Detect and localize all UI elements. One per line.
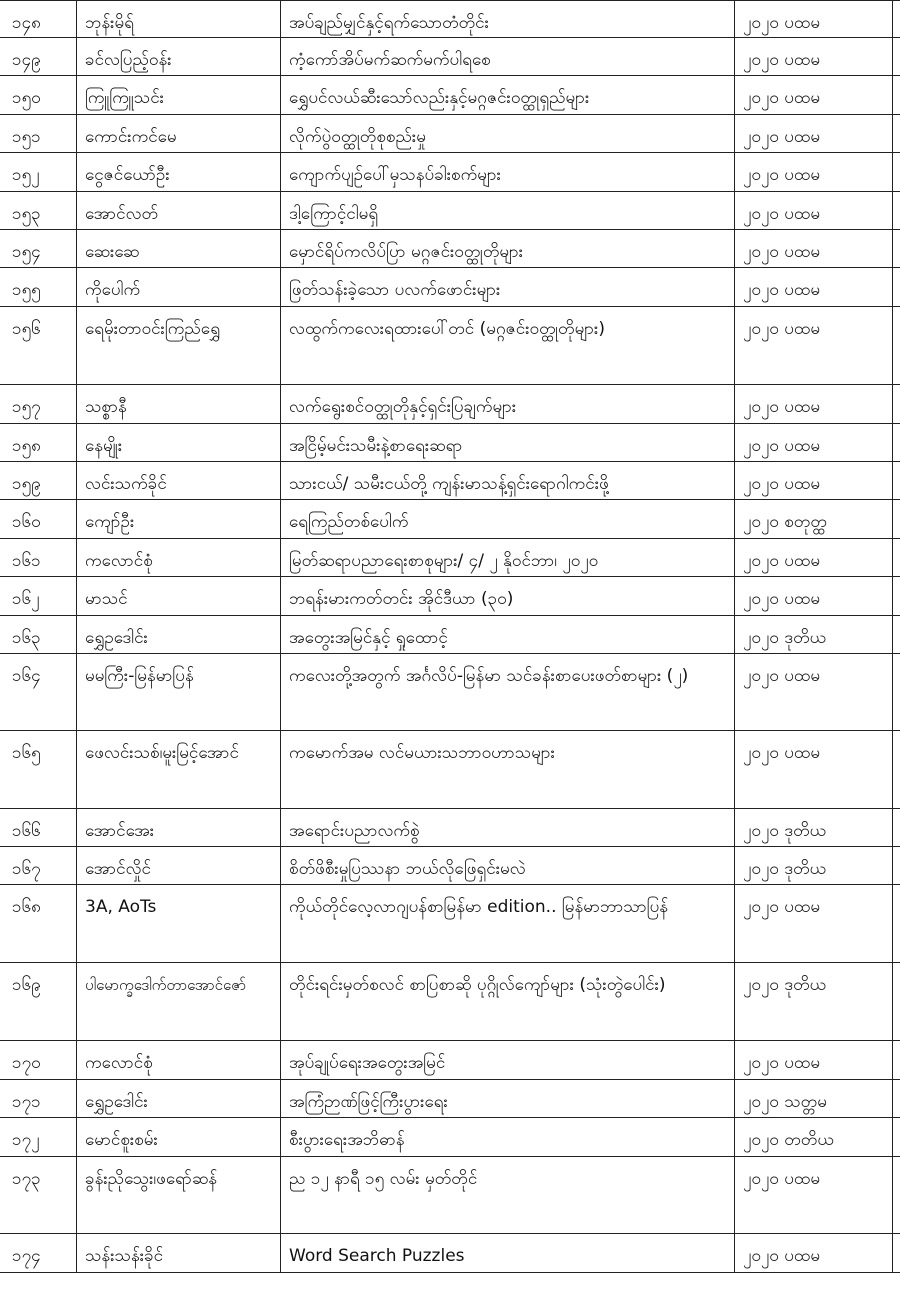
table-row bbox=[0, 809, 900, 847]
trailing-column-cell bbox=[892, 76, 900, 114]
trailing-column-cell bbox=[892, 654, 900, 730]
title-cell: ကမောက်အမ လင်မယားသဘာဝဟာသများ bbox=[280, 731, 734, 808]
row-number: ၁၇၂ bbox=[12, 1130, 40, 1150]
edition-cell: ၂၀၂၀ ပထမ bbox=[734, 268, 892, 306]
author-cell: နေမျိုး bbox=[76, 424, 280, 461]
edition-cell: ၂၀၂၀ ပထမ bbox=[734, 424, 892, 461]
title-cell: အပ်ချည်မျှင်နှင့်ရက်သောတံတိုင်း bbox=[280, 1, 734, 37]
trailing-column-cell bbox=[892, 1, 900, 37]
row-number: ၁၆၇ bbox=[12, 859, 41, 879]
trailing-column-cell bbox=[892, 616, 900, 653]
table-row bbox=[0, 385, 900, 424]
trailing-column-cell bbox=[892, 539, 900, 576]
author-cell: သန်းသန်းခိုင် bbox=[76, 1234, 280, 1272]
edition-cell: ၂၀၂၀ ပထမ bbox=[734, 885, 892, 962]
trailing-column-cell bbox=[892, 268, 900, 306]
edition-cell: ၂၀၂၀ ပထမ bbox=[734, 307, 892, 384]
author-cell: သစ္စာနီ bbox=[76, 385, 280, 423]
edition-cell: ၂၀၂၀ ဒုတိယ bbox=[734, 847, 892, 884]
trailing-column-cell bbox=[892, 153, 900, 191]
title-cell: လိုက်ပွဲဝတ္ထုတိုစုစည်းမှု bbox=[280, 115, 734, 152]
table-row bbox=[0, 885, 900, 963]
author-cell: လင်းသက်ခိုင် bbox=[76, 462, 280, 499]
row-number: ၁၅၁ bbox=[12, 127, 41, 147]
title-cell: အရောင်းပညာလက်စွဲ bbox=[280, 809, 734, 846]
author-cell: မမကြီး-မြန်မာပြန် bbox=[76, 654, 280, 730]
table-row bbox=[0, 847, 900, 885]
author-cell: အောင်လတ် bbox=[76, 192, 280, 229]
edition-cell: ၂၀၂၀ ပထမ bbox=[734, 1041, 892, 1079]
row-number: ၁၅၃ bbox=[12, 204, 41, 224]
edition-cell: ၂၀၂၀ ပထမ bbox=[734, 38, 892, 75]
row-number: ၁၇၃ bbox=[12, 1169, 41, 1189]
author-cell: အောင်အေး bbox=[76, 809, 280, 846]
table-row bbox=[0, 539, 900, 577]
title-cell: ကျောက်ပျဉ်ပေါ်မှသနပ်ခါးစက်များ bbox=[280, 153, 734, 191]
title-cell: ကလေးတို့အတွက် အင်္ဂလိပ်-မြန်မာ သင်ခန်းစာပေးဖတ်စာများ (၂) bbox=[280, 654, 734, 730]
row-number: ၁၆၄ bbox=[12, 666, 41, 686]
trailing-column-cell bbox=[892, 1041, 900, 1079]
trailing-column-cell bbox=[892, 1157, 900, 1233]
title-cell: ဒါ့ကြောင့်ငါမရှိ bbox=[280, 192, 734, 229]
trailing-column-cell bbox=[892, 577, 900, 615]
row-number: ၁၅၉ bbox=[12, 474, 41, 494]
edition-cell: ၂၀၂၀ ပထမ bbox=[734, 462, 892, 499]
edition-cell: ၂၀၂၀ ဒုတိယ bbox=[734, 809, 892, 846]
table-row bbox=[0, 963, 900, 1041]
title-cell: သားငယ်/ သမီးငယ်တို့ ကျန်းမာသန့်ရှင်းရောဂါကင်းဖို့ bbox=[280, 462, 734, 499]
trailing-column-cell bbox=[892, 1080, 900, 1117]
author-cell: ပါမောက္ခဒေါက်တာအောင်ဇော် bbox=[76, 963, 280, 1040]
table-row bbox=[0, 1080, 900, 1118]
trailing-column-cell bbox=[892, 885, 900, 962]
title-cell: အတွေးအမြင်နှင့် ရှုထောင့် bbox=[280, 616, 734, 653]
table-row bbox=[0, 500, 900, 539]
table-row bbox=[0, 1118, 900, 1157]
title-cell: လက်ရွေးစင်ဝတ္ထုတိုနှင့်ရှင်းပြချက်များ bbox=[280, 385, 734, 423]
edition-cell: ၂၀၂၀ စတုတ္ထ bbox=[734, 500, 892, 538]
author-cell: ကိုပေါက် bbox=[76, 268, 280, 306]
edition-cell: ၂၀၂၀ ပထမ bbox=[734, 192, 892, 229]
title-cell: အငြိမ့်မင်းသမီးနဲ့စာရေးဆရာ bbox=[280, 424, 734, 461]
title-cell: ရေကြည်တစ်ပေါက် bbox=[280, 500, 734, 538]
author-cell: ကလောင်စုံ bbox=[76, 1041, 280, 1079]
trailing-column-cell bbox=[892, 963, 900, 1040]
table-row bbox=[0, 0, 900, 38]
edition-cell: ၂၀၂၀ ပထမ bbox=[734, 1, 892, 37]
trailing-column-cell bbox=[892, 1234, 900, 1272]
edition-cell: ၂၀၂၀ ပထမ bbox=[734, 115, 892, 152]
edition-cell: ၂၀၂၀ ပထမ bbox=[734, 1234, 892, 1272]
author-cell: ခင်လပြည့်ဝန်း bbox=[76, 38, 280, 75]
table-row bbox=[0, 268, 900, 307]
author-cell: ဆေးဆေ bbox=[76, 230, 280, 267]
row-number: ၁၆၂ bbox=[12, 589, 40, 609]
edition-cell: ၂၀၂၀ ပထမ bbox=[734, 76, 892, 114]
row-number: ၁၅၈ bbox=[12, 436, 41, 456]
row-number: ၁၆၃ bbox=[12, 628, 41, 648]
row-number: ၁၄၉ bbox=[12, 50, 41, 70]
edition-cell: ၂၀၂၀ ပထမ bbox=[734, 539, 892, 576]
title-cell: တိုင်းရင်းမှတ်စလင် စာပြစာဆို ပုဂ္ဂိုလ်ကျော်များ (သုံးတွဲပေါင်း) bbox=[280, 963, 734, 1040]
title-cell: စီးပွားရေးအဘိဓာန် bbox=[280, 1118, 734, 1156]
trailing-column-cell bbox=[892, 462, 900, 499]
table-row bbox=[0, 76, 900, 115]
author-cell: ကျော်ဦး bbox=[76, 500, 280, 538]
row-number: ၁၆၈ bbox=[12, 897, 41, 917]
edition-cell: ၂၀၂၀ ပထမ bbox=[734, 654, 892, 730]
trailing-column-cell bbox=[892, 809, 900, 846]
edition-cell: ၂၀၂၀ ပထမ bbox=[734, 385, 892, 423]
table-row bbox=[0, 731, 900, 809]
trailing-column-cell bbox=[892, 307, 900, 384]
author-cell: မောင်စူးစမ်း bbox=[76, 1118, 280, 1156]
author-cell: ကြူကြူသင်း bbox=[76, 76, 280, 114]
author-cell: ရွှေဥဒေါင်း bbox=[76, 616, 280, 653]
row-number: ၁၆၅ bbox=[12, 743, 41, 763]
title-cell: ဖြတ်သန်းခဲ့သော ပလက်ဖောင်းများ bbox=[280, 268, 734, 306]
edition-cell: ၂၀၂၀ ဒုတိယ bbox=[734, 963, 892, 1040]
author-cell: 3A, AoTs bbox=[76, 885, 280, 962]
edition-cell: ၂၀၂၀ ဒုတိယ bbox=[734, 616, 892, 653]
author-cell: ကောင်းကင်မေ bbox=[76, 115, 280, 152]
author-cell: မာသင် bbox=[76, 577, 280, 615]
table-row bbox=[0, 192, 900, 230]
title-cell: အကြံဉာဏ်ဖြင့်ကြီးပွားရေး bbox=[280, 1080, 734, 1117]
row-number: ၁၅၅ bbox=[12, 280, 41, 300]
row-number: ၁၅၀ bbox=[12, 88, 41, 108]
table-row bbox=[0, 462, 900, 500]
author-cell: ကလောင်စုံ bbox=[76, 539, 280, 576]
row-number: ၁၆၉ bbox=[12, 975, 41, 995]
title-cell: လထွက်ကလေးရထားပေါ်တင် (မဂ္ဂဇင်းဝတ္ထုတိုများ) bbox=[280, 307, 734, 384]
row-number: ၁၅၂ bbox=[12, 165, 40, 185]
trailing-column-cell bbox=[892, 38, 900, 75]
edition-cell: ၂၀၂၀ တတိယ bbox=[734, 1118, 892, 1156]
author-cell: ခွန်းညိုသွေး၊ဖရော်ဆန် bbox=[76, 1157, 280, 1233]
author-cell: ဘုန်းမိုရ် bbox=[76, 1, 280, 37]
trailing-column-cell bbox=[892, 385, 900, 423]
row-number: ၁၅၄ bbox=[12, 242, 41, 262]
row-number: ၁၆၁ bbox=[12, 551, 41, 571]
author-cell: ရွှေဥဒေါင်း bbox=[76, 1080, 280, 1117]
trailing-column-cell bbox=[892, 847, 900, 884]
trailing-column-cell bbox=[892, 731, 900, 808]
row-number: ၁၆၀ bbox=[12, 512, 41, 532]
title-cell: Word Search Puzzles bbox=[280, 1234, 734, 1272]
title-cell: စိတ်ဖိစီးမှုပြဿနာ ဘယ်လိုဖြေရှင်းမလဲ bbox=[280, 847, 734, 884]
table-row bbox=[0, 230, 900, 268]
edition-cell: ၂၀၂၀ ပထမ bbox=[734, 1157, 892, 1233]
trailing-column-cell bbox=[892, 192, 900, 229]
trailing-column-cell bbox=[892, 115, 900, 152]
edition-cell: ၂၀၂၀ ပထမ bbox=[734, 230, 892, 267]
table-row bbox=[0, 424, 900, 462]
title-cell: မှောင်ရိပ်ကလိပ်ပြာ မဂ္ဂဇင်းဝတ္ထုတိုများ bbox=[280, 230, 734, 267]
table-row bbox=[0, 616, 900, 654]
edition-cell: ၂၀၂၀ ပထမ bbox=[734, 153, 892, 191]
title-cell: ကံ့ကော်အိပ်မက်ဆက်မက်ပါရစေ bbox=[280, 38, 734, 75]
author-cell: ဖေလင်းသစ်၊မူးမြင့်အောင် bbox=[76, 731, 280, 808]
title-cell: ည ၁၂ နာရီ ၁၅ လမ်း မှတ်တိုင် bbox=[280, 1157, 734, 1233]
table-row bbox=[0, 38, 900, 76]
trailing-column-cell bbox=[892, 424, 900, 461]
table-row bbox=[0, 577, 900, 616]
row-number: ၁၇၁ bbox=[12, 1092, 41, 1112]
table-row bbox=[0, 307, 900, 385]
table-row bbox=[0, 1041, 900, 1080]
title-cell: ကိုယ်တိုင်လေ့လာဂျပန်စာမြန်မာ edition.. မြန်မာဘာသာပြန် bbox=[280, 885, 734, 962]
row-number: ၁၆၆ bbox=[12, 821, 41, 841]
table-row bbox=[0, 115, 900, 153]
author-cell: ရေမိုးတာဝင်းကြည်ရွှေ bbox=[76, 307, 280, 384]
row-number: ၁၅၆ bbox=[12, 319, 41, 339]
edition-cell: ၂၀၂၀ ပထမ bbox=[734, 731, 892, 808]
title-cell: မြတ်ဆရာပညာရေးစာစုများ/ ၄/ ၂ နိုဝင်ဘာ၊ ၂၀၂၀ bbox=[280, 539, 734, 576]
table-row bbox=[0, 1157, 900, 1234]
title-cell: ရွှေပင်လယ်ဆီးသော်လည်းနှင့်မဂ္ဂဇင်းဝတ္ထုရှည်များ bbox=[280, 76, 734, 114]
title-cell: ဘရန်းမားကတ်တင်း အိုင်ဒီယာ (၃၀) bbox=[280, 577, 734, 615]
edition-cell: ၂၀၂၀ သတ္တမ bbox=[734, 1080, 892, 1117]
trailing-column-cell bbox=[892, 500, 900, 538]
row-number: ၁၅၇ bbox=[12, 397, 41, 417]
table-row bbox=[0, 654, 900, 731]
author-cell: ငွေဇင်ယော်ဦး bbox=[76, 153, 280, 191]
trailing-column-cell bbox=[892, 230, 900, 267]
row-number: ၁၄၈ bbox=[12, 13, 41, 33]
title-cell: အုပ်ချုပ်ရေးအတွေးအမြင် bbox=[280, 1041, 734, 1079]
table-row bbox=[0, 153, 900, 192]
edition-cell: ၂၀၂၀ ပထမ bbox=[734, 577, 892, 615]
row-number: ၁၇၄ bbox=[12, 1246, 41, 1266]
trailing-column-cell bbox=[892, 1118, 900, 1156]
table-row bbox=[0, 1234, 900, 1273]
row-number: ၁၇၀ bbox=[12, 1053, 41, 1073]
author-cell: အောင်လှိုင် bbox=[76, 847, 280, 884]
